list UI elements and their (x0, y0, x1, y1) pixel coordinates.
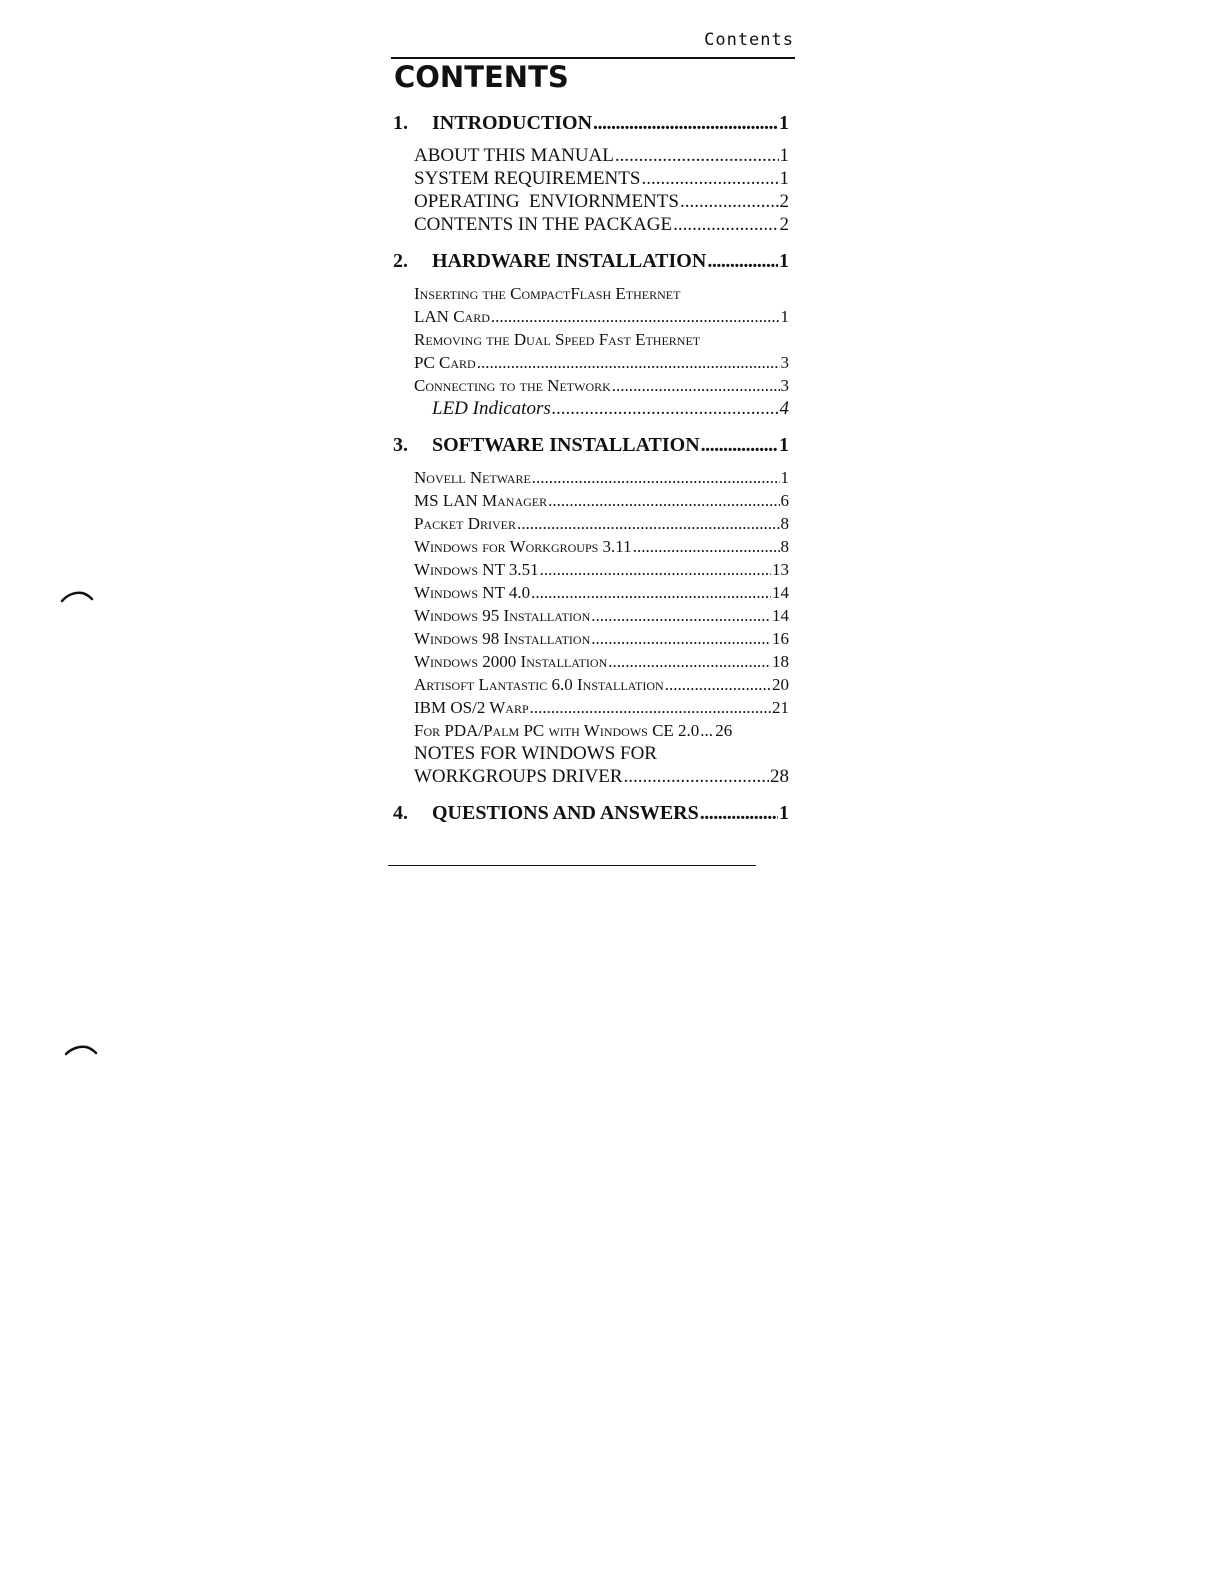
page-number: 6 (780, 491, 789, 510)
entry-title-line-1[interactable]: Removing the Dual Speed Fast Ethernet (414, 330, 701, 349)
dot-leader (552, 397, 779, 420)
toc-entry[interactable] (414, 374, 789, 397)
toc-subentry[interactable] (432, 397, 789, 420)
scan-margin-mark (64, 1043, 98, 1057)
dot-leader (608, 650, 771, 673)
dot-leader (641, 167, 778, 190)
entry-title: IBM OS/2 Warp (414, 698, 529, 717)
page-number: 3 (780, 353, 789, 372)
dot-leader (593, 108, 778, 138)
entry-title: LAN Card (414, 307, 490, 326)
chapter-title: QUESTIONS AND ANSWERS (432, 802, 699, 824)
entry-title: For PDA/Palm PC with Windows CE 2.0 (414, 721, 700, 740)
entry-title-line-1[interactable]: NOTES FOR WINDOWS FOR (414, 743, 657, 764)
entry-title: OPERATING ENVIORNMENTS (414, 191, 679, 212)
page-number: 8 (780, 514, 789, 533)
dot-leader (624, 765, 770, 788)
entry-title: Connecting to the Network (414, 376, 611, 395)
running-head: Contents (704, 30, 794, 50)
toc-entry[interactable] (414, 627, 789, 650)
entry-title: CONTENTS IN THE PACKAGE (414, 214, 673, 235)
entry-title: Windows 2000 Installation (414, 652, 608, 671)
entry-title: SYSTEM REQUIREMENTS (414, 168, 641, 189)
page-number: 1 (779, 145, 789, 166)
dot-leader (700, 719, 714, 742)
page-number: 3 (780, 376, 789, 395)
dot-leader (700, 798, 778, 828)
entry-title: LED Indicators (432, 398, 551, 419)
dot-leader (491, 305, 780, 328)
dot-leader (707, 246, 778, 276)
toc-entry[interactable] (414, 535, 789, 558)
chapter-2-entries (393, 282, 789, 420)
dot-leader (701, 430, 778, 460)
page-number: 28 (770, 766, 789, 787)
entry-title: PC Card (414, 353, 476, 372)
page-title: CONTENTS (394, 60, 569, 94)
dot-leader (477, 351, 780, 374)
entry-title-line-1[interactable]: Inserting the CompactFlash Ethernet (414, 284, 681, 303)
entry-title: Windows NT 4.0 (414, 583, 531, 602)
chapter-title: HARDWARE INSTALLATION (432, 250, 707, 272)
dot-leader (665, 673, 771, 696)
page-number: 13 (772, 560, 789, 579)
dot-leader (540, 558, 771, 581)
page-number: 4 (779, 398, 789, 419)
toc-entry[interactable] (414, 305, 789, 328)
entry-title: ABOUT THIS MANUAL (414, 145, 614, 166)
page-number: 1 (780, 307, 789, 326)
chapter-number: 4. (393, 802, 408, 824)
dot-leader (591, 604, 771, 627)
dot-leader (680, 190, 779, 213)
page-number: 20 (772, 675, 789, 694)
dot-leader (531, 581, 771, 604)
toc-entry[interactable] (414, 696, 789, 719)
scan-margin-mark (60, 590, 94, 604)
toc-entry[interactable] (414, 581, 789, 604)
chapter-number: 3. (393, 434, 408, 456)
footer-rule (388, 865, 756, 866)
dot-leader (517, 512, 780, 535)
toc-chapter-2[interactable] (393, 246, 789, 276)
toc-entry[interactable] (414, 351, 789, 374)
page-number: 1 (779, 434, 789, 456)
entry-title: Windows 95 Installation (414, 606, 591, 625)
page-number: 21 (772, 698, 789, 717)
entry-title: Novell Netware (414, 468, 531, 487)
chapter-title: SOFTWARE INSTALLATION (432, 434, 700, 456)
entry-title: WORKGROUPS DRIVER (414, 766, 623, 787)
toc-entry[interactable] (414, 213, 789, 236)
toc-entry[interactable] (414, 765, 789, 788)
dot-leader (673, 213, 778, 236)
entry-title: MS LAN Manager (414, 491, 548, 510)
dot-leader (633, 535, 780, 558)
toc-chapter-4[interactable] (393, 798, 789, 828)
chapter-title: INTRODUCTION (432, 112, 593, 134)
dot-leader (530, 696, 771, 719)
toc-entry[interactable] (414, 719, 789, 742)
entry-title: Windows for Workgroups 3.11 (414, 537, 632, 556)
toc-chapter-3[interactable] (393, 430, 789, 460)
toc-entry[interactable] (414, 512, 789, 535)
toc-entry[interactable] (414, 604, 789, 627)
page-number: 2 (779, 191, 789, 212)
dot-leader (615, 144, 779, 167)
chapter-1-entries (393, 144, 789, 236)
page-number: 1 (780, 468, 789, 487)
page-number: 1 (779, 112, 789, 134)
page-number: 1 (779, 168, 789, 189)
toc-entry[interactable] (414, 673, 789, 696)
page-number: 2 (779, 214, 789, 235)
header-rule (391, 57, 795, 59)
dot-leader (612, 374, 780, 397)
page-number: 26 (715, 721, 733, 740)
toc-entry[interactable] (414, 558, 789, 581)
entry-title: Packet Driver (414, 514, 516, 533)
toc-entry[interactable] (414, 167, 789, 190)
page-number: 1 (779, 250, 789, 272)
chapter-number: 2. (393, 250, 408, 272)
page-number: 16 (772, 629, 789, 648)
toc-entry[interactable] (414, 466, 789, 489)
chapter-number: 1. (393, 112, 408, 134)
toc-entry[interactable] (414, 489, 789, 512)
dot-leader (532, 466, 780, 489)
table-of-contents (393, 108, 789, 828)
page-number: 14 (772, 583, 789, 602)
toc-entry[interactable] (414, 144, 789, 167)
entry-title: Artisoft Lantastic 6.0 Installation (414, 675, 664, 694)
dot-leader (548, 489, 779, 512)
toc-entry[interactable] (414, 650, 789, 673)
dot-leader (591, 627, 771, 650)
page-number: 18 (772, 652, 789, 671)
entry-title: Windows 98 Installation (414, 629, 591, 648)
chapter-3-entries (393, 466, 789, 788)
toc-chapter-1[interactable] (393, 108, 789, 138)
page-number: 8 (780, 537, 789, 556)
entry-title: Windows NT 3.51 (414, 560, 539, 579)
page-number: 1 (779, 802, 789, 824)
page-number: 14 (772, 606, 789, 625)
toc-entry[interactable] (414, 190, 789, 213)
